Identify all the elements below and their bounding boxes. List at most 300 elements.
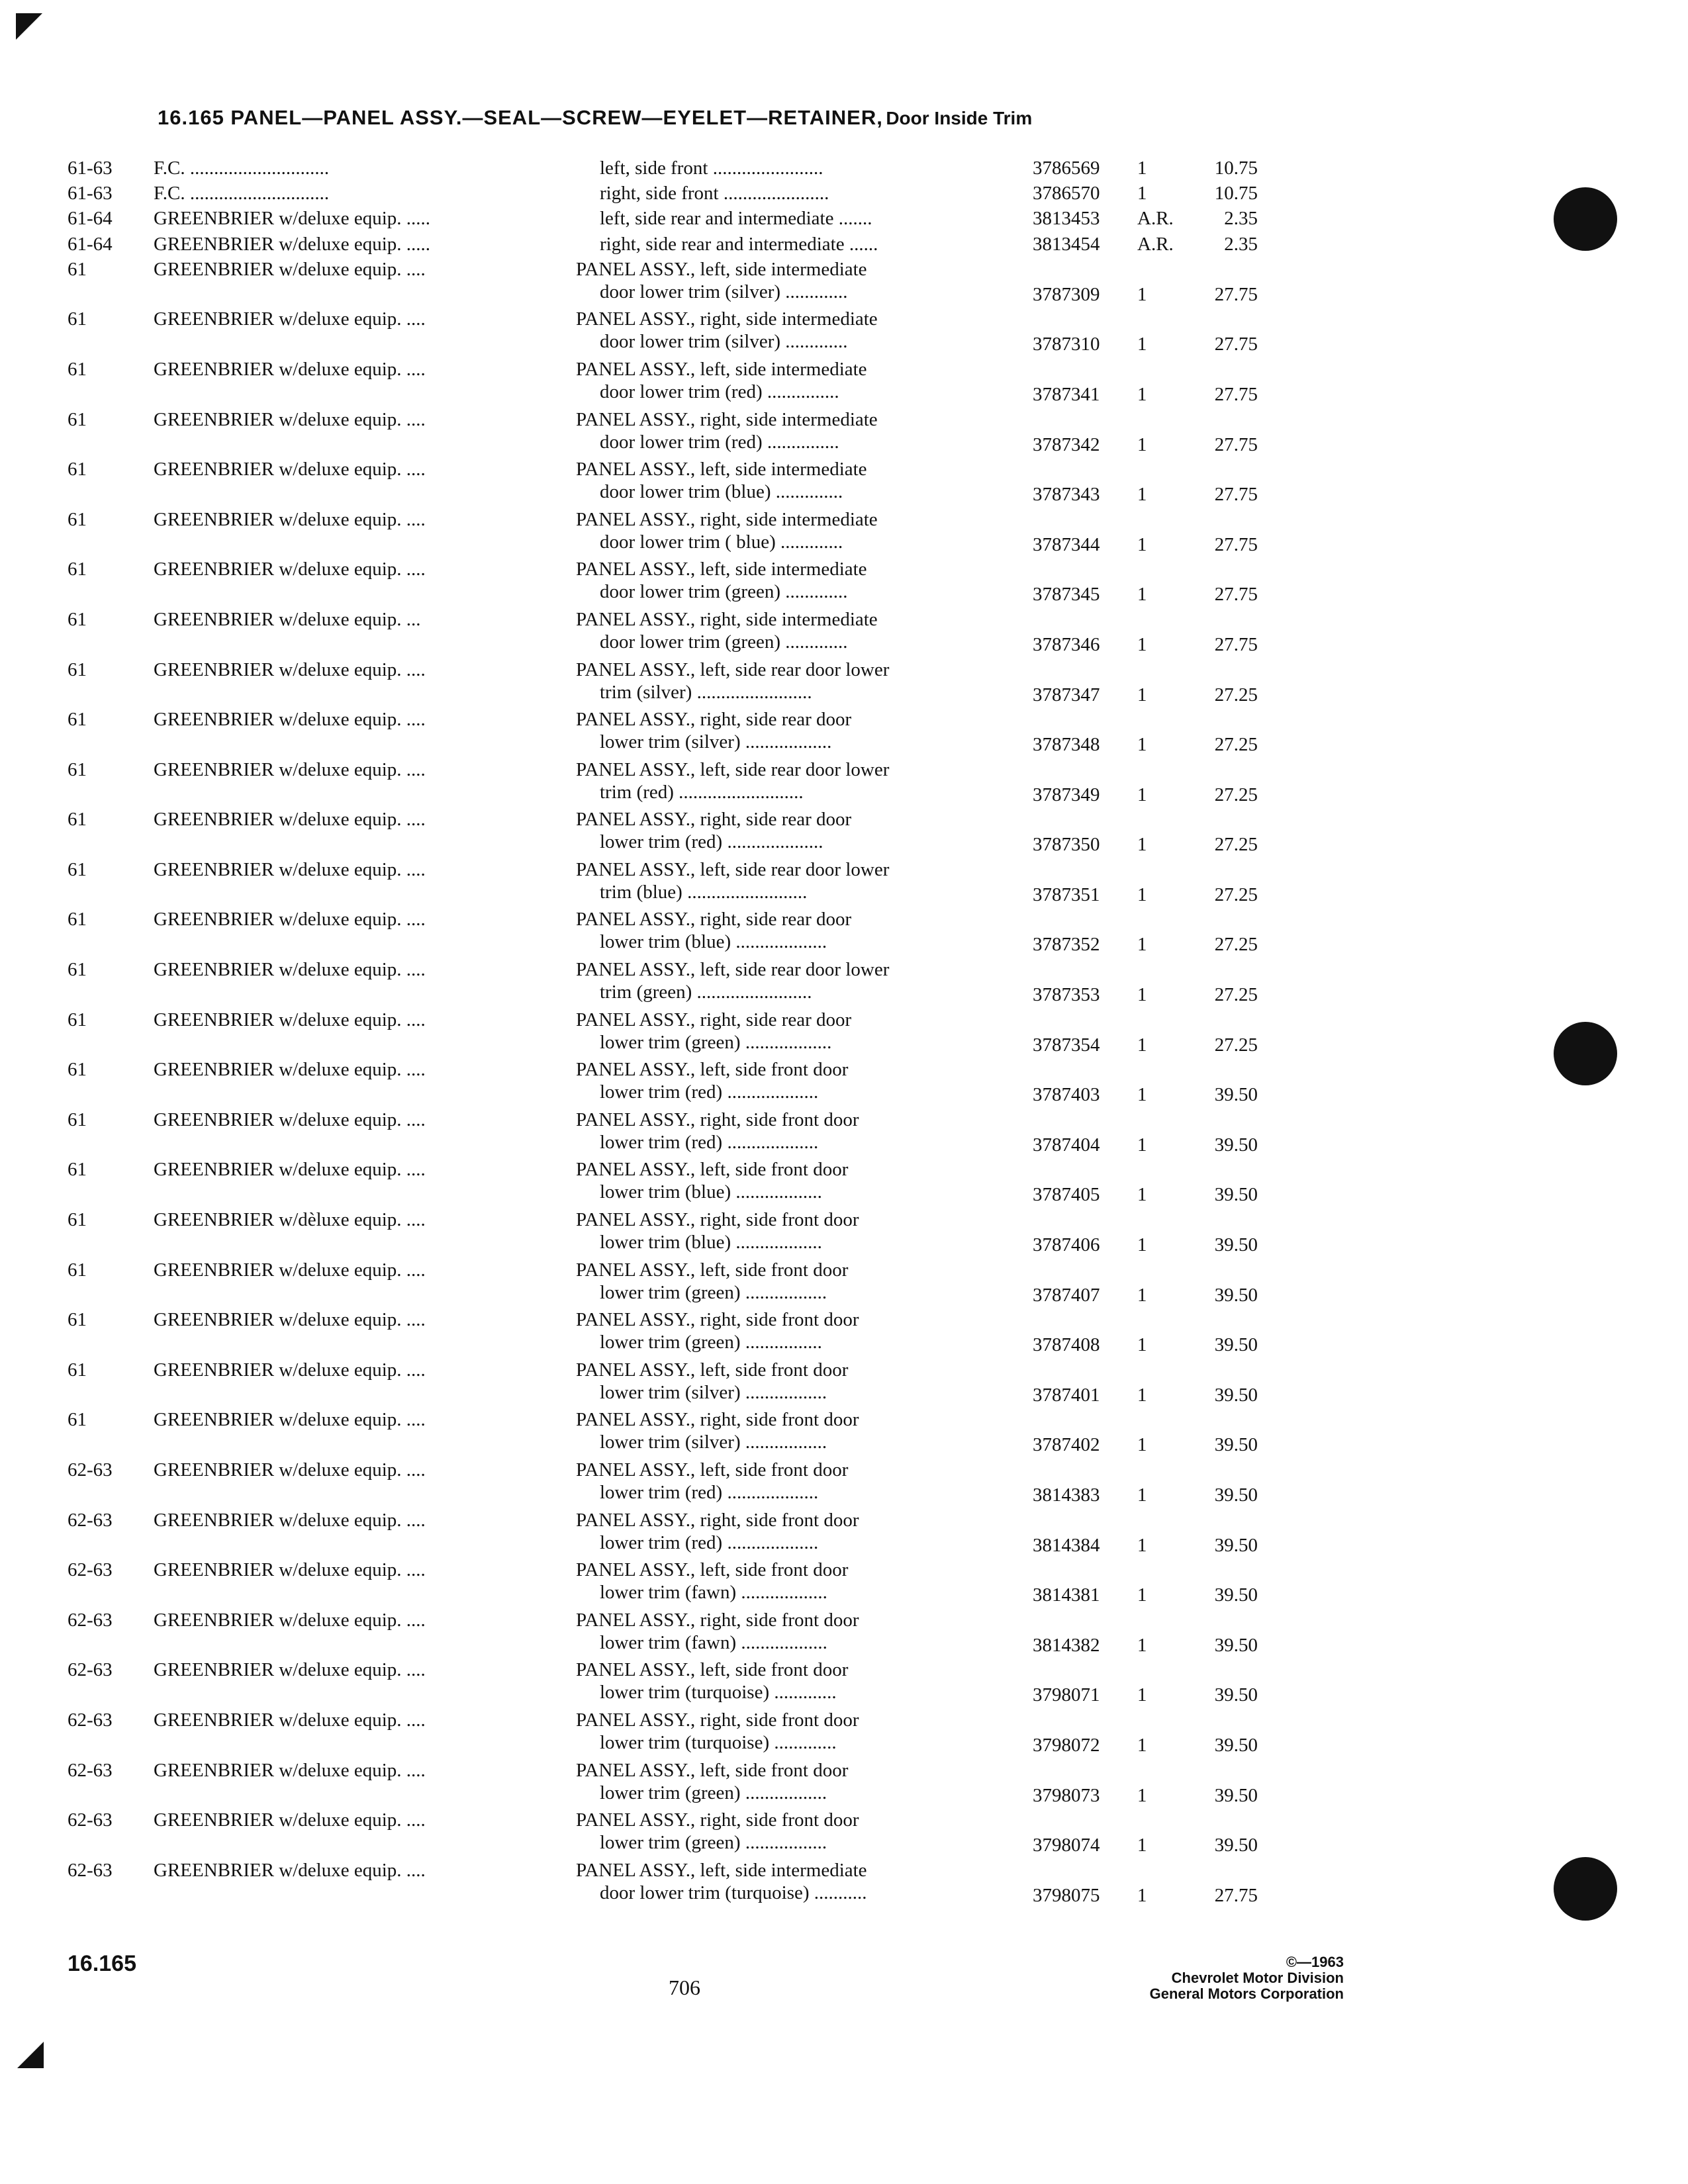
corner-crop-mark [17,2042,44,2068]
part-number: 3787343 [1033,484,1100,506]
description [576,1009,1006,1054]
price: 39.50 [1214,1084,1258,1106]
description [576,1208,1006,1253]
part-number: 3814383 [1033,1484,1100,1506]
table-row [0,758,1688,809]
description-line-2: lower trim (turquoise) ............. [600,1682,837,1704]
price: 39.50 [1214,1134,1258,1156]
description [576,708,1006,753]
description-line-1: PANEL ASSY., right, side intermediate [576,408,878,430]
table-row [0,1308,1688,1359]
description-line-1: PANEL ASSY., left, side front door [576,1559,849,1581]
model-year: 61-63 [68,183,113,205]
description-line-2: lower trim (silver) ................. [600,1381,827,1403]
parts-table [0,157,1688,1909]
part-number: 3787345 [1033,584,1100,606]
description-line-1: PANEL ASSY., right, side front door [576,1309,859,1331]
quantity: 1 [1137,1835,1147,1856]
description-line-1: left, side front ....................... [600,158,823,179]
description [576,659,1006,704]
model-year: 61 [68,508,87,530]
description-line-1: PANEL ASSY., right, side intermediate [576,508,878,530]
description [576,808,1006,853]
quantity: 1 [1137,158,1147,179]
description-line-1: PANEL ASSY., left, side front door [576,1459,849,1480]
price: 27.25 [1214,684,1258,705]
price: 39.50 [1214,1734,1258,1756]
part-number: 3787401 [1033,1384,1100,1406]
description [576,1459,1006,1504]
description-line-2: lower trim (red) ................... [600,1482,819,1503]
table-row [0,1709,1688,1759]
description-line-2: trim (blue) ......................... [600,881,808,903]
part-number: 3787354 [1033,1034,1100,1056]
description-line-2: lower trim (blue) ................... [600,931,827,953]
description-line-2: lower trim (red) .................... [600,831,823,853]
quantity: 1 [1137,1384,1147,1406]
part-number: 3787350 [1033,834,1100,856]
description-line-1: PANEL ASSY., right, side intermediate [576,308,878,330]
quantity: 1 [1137,1884,1147,1906]
quantity: 1 [1137,1284,1147,1306]
description [576,1709,1006,1754]
description [576,1158,1006,1203]
model-year: 62-63 [68,1809,113,1831]
table-row [0,207,1688,232]
description [576,508,1006,553]
description-line-1: PANEL ASSY., right, side front door [576,1109,859,1130]
price: 39.50 [1214,1534,1258,1556]
description-line-2: lower trim (green) ................. [600,1281,827,1303]
part-number: 3787405 [1033,1184,1100,1206]
table-row [0,1609,1688,1659]
quantity: 1 [1137,1484,1147,1506]
model-name: GREENBRIER w/deluxe equip. .... [154,709,426,731]
part-number: 3787408 [1033,1334,1100,1356]
price: 27.75 [1214,433,1258,455]
quantity: 1 [1137,183,1147,205]
part-number: 3814381 [1033,1584,1100,1606]
table-row [0,233,1688,258]
model-name: GREENBRIER w/deluxe equip. .... [154,1409,426,1431]
table-row [0,308,1688,358]
model-name: GREENBRIER w/deluxe equip. .... [154,1009,426,1030]
price: 2.35 [1224,233,1258,255]
quantity: 1 [1137,934,1147,956]
price: 27.75 [1214,533,1258,555]
description-line-2: lower trim (red) ................... [600,1531,819,1553]
description-line-1: right, side rear and intermediate ...... [600,233,878,255]
quantity: 1 [1137,1084,1147,1106]
quantity: 1 [1137,884,1147,905]
description-line-2: trim (green) ........................ [600,981,812,1003]
model-year: 61-64 [68,208,113,230]
description-line-1: PANEL ASSY., left, side rear door lower [576,858,890,880]
description-line-1: PANEL ASSY., right, side front door [576,1709,859,1731]
model-year: 61 [68,1209,87,1231]
description-line-1: PANEL ASSY., right, side front door [576,1209,859,1231]
quantity: 1 [1137,1434,1147,1456]
model-year: 62-63 [68,1459,113,1480]
description-line-2: lower trim (green) ................ [600,1332,822,1353]
table-row [0,358,1688,408]
description [576,758,1006,803]
description-line-1: PANEL ASSY., left, side front door [576,1159,849,1181]
price: 39.50 [1214,1634,1258,1656]
table-row [0,1359,1688,1409]
price: 39.50 [1214,1234,1258,1256]
model-year: 61 [68,1059,87,1081]
table-row [0,258,1688,308]
description-line-2: door lower trim (silver) ............. [600,331,848,353]
part-number: 3798072 [1033,1734,1100,1756]
quantity: 1 [1137,334,1147,355]
quantity: 1 [1137,1634,1147,1656]
description [576,1308,1006,1353]
model-year: 62-63 [68,1759,113,1781]
model-year: 62-63 [68,1509,113,1531]
description-line-2: lower trim (fawn) .................. [600,1631,827,1653]
price: 39.50 [1214,1484,1258,1506]
model-name: GREENBRIER w/deluxe equip. .... [154,1659,426,1681]
quantity: 1 [1137,383,1147,405]
model-name: GREENBRIER w/deluxe equip. .... [154,1059,426,1081]
part-number: 3787351 [1033,884,1100,905]
quantity: 1 [1137,1784,1147,1806]
description-line-2: lower trim (blue) .................. [600,1232,822,1253]
section-subtitle: Door Inside Trim [886,108,1033,128]
description-line-2: lower trim (green) ................. [600,1832,827,1854]
part-number: 3814382 [1033,1634,1100,1656]
description [576,608,1006,653]
price: 27.75 [1214,484,1258,506]
description [576,1509,1006,1554]
price: 39.50 [1214,1684,1258,1706]
model-name: GREENBRIER w/deluxe equip. .... [154,909,426,931]
description [576,858,1006,903]
quantity: 1 [1137,1584,1147,1606]
part-number: 3786570 [1033,183,1100,205]
part-number: 3787352 [1033,934,1100,956]
model-year: 62-63 [68,1559,113,1581]
model-name: GREENBRIER w/deluxe equip. .... [154,1859,426,1881]
price: 27.25 [1214,734,1258,756]
model-year: 61 [68,1009,87,1030]
description-line-2: lower trim (fawn) .................. [600,1582,827,1604]
model-year: 61 [68,1309,87,1331]
model-name: GREENBRIER w/deluxe equip. .... [154,1709,426,1731]
description [576,1408,1006,1453]
corner-crop-mark [16,13,42,40]
model-year: 61 [68,459,87,480]
quantity: 1 [1137,684,1147,705]
description-line-2: lower trim (turquoise) ............. [600,1731,837,1753]
table-row [0,808,1688,858]
description-line-2: door lower trim (red) ............... [600,381,839,402]
part-number: 3798071 [1033,1684,1100,1706]
model-name: GREENBRIER w/deluxe equip. .... [154,1259,426,1281]
price: 39.50 [1214,1784,1258,1806]
price: 27.75 [1214,584,1258,606]
copyright-year: ©—1963 [1286,1954,1344,1970]
model-name: F.C. ............................. [154,183,330,205]
model-year: 61 [68,559,87,580]
table-row [0,958,1688,1009]
description-line-2: lower trim (silver) .................. [600,731,832,753]
description-line-1: PANEL ASSY., left, side front door [576,1359,849,1381]
description-line-2: door lower trim (green) ............. [600,581,848,603]
description [576,1759,1006,1804]
description-line-1: PANEL ASSY., right, side rear door [576,809,852,831]
price: 39.50 [1214,1584,1258,1606]
model-name: GREENBRIER w/deluxe equip. .... [154,1559,426,1581]
description [576,458,1006,503]
quantity: 1 [1137,1684,1147,1706]
table-row [0,508,1688,559]
description-line-1: PANEL ASSY., left, side intermediate [576,1859,867,1881]
model-name: GREENBRIER w/deluxe equip. .... [154,1359,426,1381]
description-line-1: PANEL ASSY., left, side rear door lower [576,758,890,780]
table-row [0,558,1688,608]
model-name: GREENBRIER w/deluxe equip. .... [154,1459,426,1480]
price: 39.50 [1214,1184,1258,1206]
quantity: 1 [1137,834,1147,856]
price: 39.50 [1214,1284,1258,1306]
description-line-2: lower trim (green) .................. [600,1031,832,1053]
model-name: GREENBRIER w/deluxe equip. .... [154,408,426,430]
part-number: 3813454 [1033,233,1100,255]
division-name: Chevrolet Motor Division [1171,1970,1344,1986]
part-number: 3786569 [1033,158,1100,179]
model-name: GREENBRIER w/deluxe equip. .... [154,459,426,480]
description [576,1859,1006,1904]
quantity: 1 [1137,283,1147,305]
model-year: 61-64 [68,233,113,255]
model-name: GREENBRIER w/deluxe equip. .... [154,659,426,680]
table-row [0,1158,1688,1208]
price: 39.50 [1214,1384,1258,1406]
model-name: F.C. ............................. [154,158,330,179]
description [576,908,1006,953]
model-name: GREENBRIER w/deluxe equip. .... [154,959,426,981]
model-year: 61 [68,758,87,780]
model-year: 61 [68,358,87,380]
description-line-2: door lower trim (turquoise) ........... [600,1882,867,1903]
description [576,233,1006,255]
footer-section-number: 16.165 [68,1951,136,1976]
price: 27.25 [1214,834,1258,856]
description-line-1: PANEL ASSY., left, side rear door lower [576,959,890,981]
table-row [0,1009,1688,1059]
price: 39.50 [1214,1835,1258,1856]
part-number: 3787407 [1033,1284,1100,1306]
model-year: 61 [68,1159,87,1181]
part-number: 3813453 [1033,208,1100,230]
table-row [0,1408,1688,1459]
description-line-2: door lower trim (red) ............... [600,431,839,453]
table-row [0,1559,1688,1609]
model-name: GREENBRIER w/deluxe equip. ... [154,608,421,630]
model-year: 61 [68,809,87,831]
model-name: GREENBRIER w/deluxe equip. .... [154,358,426,380]
description-line-1: PANEL ASSY., right, side front door [576,1409,859,1431]
model-name: GREENBRIER w/deluxe equip. ..... [154,233,431,255]
description [576,1058,1006,1103]
model-year: 62-63 [68,1659,113,1681]
model-year: 61 [68,1409,87,1431]
quantity: 1 [1137,1184,1147,1206]
description-line-1: PANEL ASSY., right, side front door [576,1809,859,1831]
description-line-1: PANEL ASSY., right, side rear door [576,709,852,731]
description-line-1: PANEL ASSY., right, side front door [576,1609,859,1631]
description-line-1: left, side rear and intermediate ....... [600,208,872,230]
price: 39.50 [1214,1334,1258,1356]
price: 10.75 [1214,158,1258,179]
model-name: GREENBRIER w/deluxe equip. .... [154,559,426,580]
price: 27.25 [1214,1034,1258,1056]
footer-copyright [1150,1954,1344,2002]
part-number: 3798073 [1033,1784,1100,1806]
table-row [0,858,1688,909]
model-name: GREENBRIER w/deluxe equip. .... [154,308,426,330]
model-name: GREENBRIER w/deluxe equip. .... [154,1609,426,1631]
model-name: GREENBRIER w/deluxe equip. .... [154,508,426,530]
table-row [0,1759,1688,1809]
price: 2.35 [1224,208,1258,230]
part-number: 3787353 [1033,984,1100,1006]
quantity: 1 [1137,1734,1147,1756]
model-name: GREENBRIER w/deluxe equip. .... [154,1759,426,1781]
quantity: 1 [1137,784,1147,805]
part-number: 3787347 [1033,684,1100,705]
description-line-1: PANEL ASSY., left, side intermediate [576,559,867,580]
part-number: 3787344 [1033,533,1100,555]
model-name: GREENBRIER w/deluxe equip. .... [154,1509,426,1531]
model-name: GREENBRIER w/deluxe equip. ..... [154,208,431,230]
table-row [0,659,1688,709]
quantity: 1 [1137,1234,1147,1256]
description [576,157,1006,179]
table-row [0,1109,1688,1159]
description-line-2: lower trim (silver) ................. [600,1432,827,1453]
description-line-1: PANEL ASSY., right, side intermediate [576,608,878,630]
model-year: 61 [68,408,87,430]
part-number: 3787404 [1033,1134,1100,1156]
table-row [0,182,1688,207]
model-year: 61 [68,258,87,280]
section-title: 16.165 PANEL—PANEL ASSY.—SEAL—SCREW—EYELET—RETAINER, [158,106,883,129]
page-number: 706 [669,1976,700,1999]
description-line-1: PANEL ASSY., left, side intermediate [576,258,867,280]
description-line-1: PANEL ASSY., left, side intermediate [576,358,867,380]
model-year: 61 [68,709,87,731]
quantity: 1 [1137,734,1147,756]
description [576,258,1006,303]
model-name: GREENBRIER w/deluxe equip. .... [154,1159,426,1181]
model-name: GREENBRIER w/deluxe equip. .... [154,1109,426,1130]
description-line-1: PANEL ASSY., left, side intermediate [576,459,867,480]
quantity: A.R. [1137,233,1174,255]
quantity: 1 [1137,533,1147,555]
table-row [0,1809,1688,1859]
quantity: 1 [1137,584,1147,606]
part-number: 3798075 [1033,1884,1100,1906]
price: 27.75 [1214,1884,1258,1906]
description-line-1: PANEL ASSY., right, side rear door [576,909,852,931]
price: 27.75 [1214,633,1258,655]
model-year: 61 [68,308,87,330]
table-row [0,1659,1688,1709]
table-row [0,1509,1688,1559]
description-line-2: lower trim (red) ................... [600,1131,819,1153]
page-title [158,106,1032,130]
quantity: 1 [1137,484,1147,506]
model-name: GREENBRIER w/deluxe equip. .... [154,809,426,831]
description [576,1659,1006,1704]
description [576,1609,1006,1654]
model-year: 62-63 [68,1609,113,1631]
description-line-1: PANEL ASSY., left, side rear door lower [576,659,890,680]
part-number: 3787310 [1033,334,1100,355]
price: 39.50 [1214,1434,1258,1456]
description [576,1559,1006,1604]
description [576,408,1006,453]
model-year: 61 [68,858,87,880]
part-number: 3787402 [1033,1434,1100,1456]
quantity: 1 [1137,984,1147,1006]
model-name: GREENBRIER w/dèluxe equip. .... [154,1209,426,1231]
description-line-2: lower trim (blue) .................. [600,1181,822,1203]
table-row [0,1058,1688,1109]
table-row [0,458,1688,508]
corporation-name: General Motors Corporation [1149,1985,1344,2002]
table-row [0,1259,1688,1309]
part-number: 3787406 [1033,1234,1100,1256]
description-line-2: door lower trim (blue) .............. [600,481,843,503]
table-row [0,408,1688,459]
description-line-1: PANEL ASSY., right, side rear door [576,1009,852,1030]
description-line-2: door lower trim (silver) ............. [600,281,848,302]
quantity: 1 [1137,1134,1147,1156]
description [576,182,1006,205]
quantity: 1 [1137,1334,1147,1356]
description-line-1: PANEL ASSY., right, side front door [576,1509,859,1531]
description [576,958,1006,1003]
model-year: 61 [68,1359,87,1381]
model-year: 62-63 [68,1859,113,1881]
quantity: 1 [1137,633,1147,655]
price: 27.75 [1214,334,1258,355]
quantity: 1 [1137,1534,1147,1556]
description [576,558,1006,603]
description [576,358,1006,403]
model-name: GREENBRIER w/deluxe equip. .... [154,758,426,780]
model-name: GREENBRIER w/deluxe equip. .... [154,1809,426,1831]
model-year: 61 [68,659,87,680]
part-number: 3787348 [1033,734,1100,756]
description-line-1: PANEL ASSY., left, side front door [576,1259,849,1281]
model-name: GREENBRIER w/deluxe equip. .... [154,258,426,280]
quantity: 1 [1137,1034,1147,1056]
price: 27.25 [1214,884,1258,905]
part-number: 3787341 [1033,383,1100,405]
part-number: 3787346 [1033,633,1100,655]
model-name: GREENBRIER w/deluxe equip. .... [154,1309,426,1331]
price: 27.75 [1214,283,1258,305]
description-line-1: PANEL ASSY., left, side front door [576,1059,849,1081]
price: 10.75 [1214,183,1258,205]
description-line-1: right, side front ...................... [600,183,829,205]
